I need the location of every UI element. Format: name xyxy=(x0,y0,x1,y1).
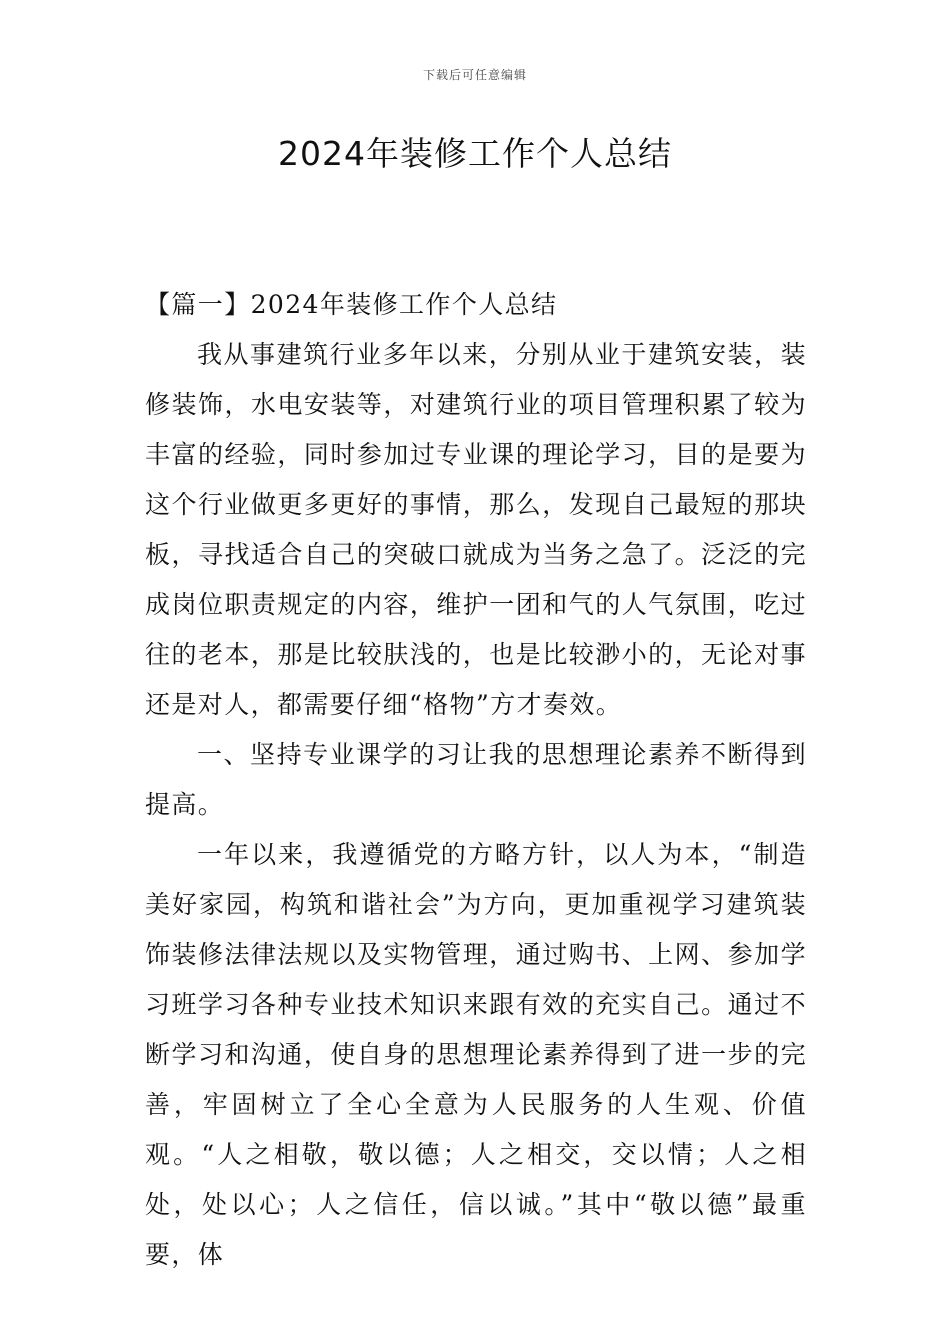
paragraph: 我从事建筑行业多年以来，分别从业于建筑安装，装修装饰，水电安装等，对建筑行业的项目管理积累了较为丰富的经验，同时参加过专业课的理论学习，目的是要为这个行业做更多更好的事情，那么，发现自己最短的那块板，寻找适合自己的突破口就成为当务之急了。泛泛的完成岗位职责规定的内容，维护一团和气的人气氛围，吃过往的老本，那是比较肤浅的，也是比较渺小的，无论对事还是对人，都需要仔细“格物”方才奏效。 xyxy=(145,340,807,719)
section-heading: 【篇一】2024年装修工作个人总结 xyxy=(145,290,558,319)
document-title: 2024年装修工作个人总结 xyxy=(278,134,672,173)
paragraph: 一、坚持专业课学的习让我的思想理论素养不断得到提高。 xyxy=(145,740,807,819)
header-note: 下载后可任意编辑 xyxy=(422,68,527,82)
document-body xyxy=(145,280,807,1280)
paragraph: 一年以来，我遵循党的方略方针，以人为本，“制造美好家园，构筑和谐社会”为方向，更加重视学习建筑装饰装修法律法规以及实物管理，通过购书、上网、参加学习班学习各种专业技术知识来跟有效的充实自己。通过不断学习和沟通，使自身的思想理论素养得到了进一步的完善，牢固树立了全心全意为人民服务的人生观、价值观。“人之相敬，敬以德；人之相交，交以情；人之相处，处以心；人之信任，信以诚。”其中“敬以德”最重要，体 xyxy=(145,840,807,1269)
